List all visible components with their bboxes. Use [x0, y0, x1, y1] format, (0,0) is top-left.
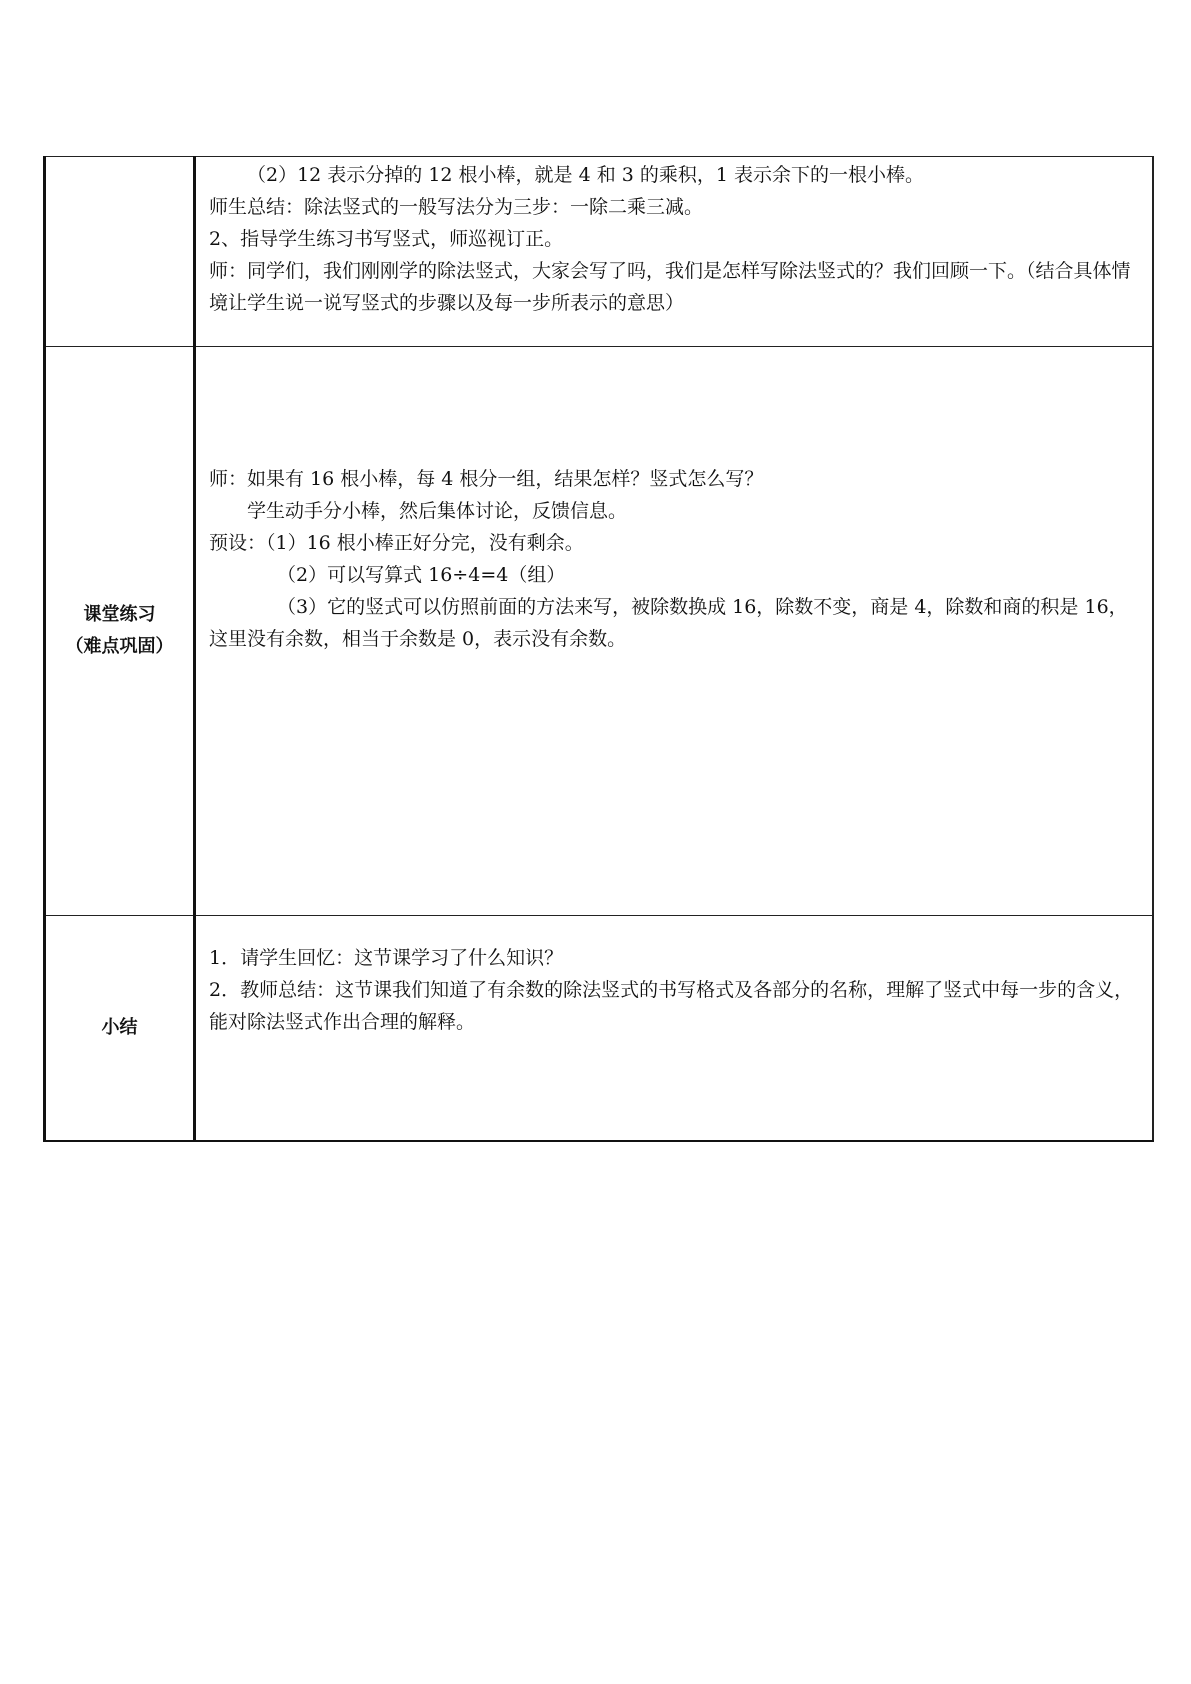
text-line: （2）可以写算式 16÷4=4（组） — [277, 564, 566, 586]
table-row — [45, 916, 1154, 1142]
row-content — [195, 347, 1154, 916]
text-line: （3）它的竖式可以仿照前面的方法来写，被除数换成 16，除数不变，商是 4，除数和商的积是 16，这里没有余数，相当于余数是 0，表示没有余数。 — [209, 596, 1128, 650]
text-line: 师生总结：除法竖式的一般写法分为三步：一除二乘三减。 — [209, 196, 704, 218]
text-line: 预设：（1）16 根小棒正好分完，没有剩余。 — [209, 532, 584, 554]
text-line: 师：同学们，我们刚刚学的除法竖式，大家会写了吗，我们是怎样写除法竖式的？我们回顾一下。（结合具体情境让学生说一说写竖式的步骤以及每一步所表示的意思） — [209, 260, 1131, 314]
table-row — [45, 347, 1154, 916]
row-content — [195, 916, 1154, 1142]
text-line: 学生动手分小棒，然后集体讨论，反馈信息。 — [247, 500, 628, 522]
text-line: 2、指导学生练习书写竖式，师巡视订正。 — [209, 228, 564, 250]
text-line: （2）12 表示分掉的 12 根小棒，就是 4 和 3 的乘积，1 表示余下的一根小棒。 — [247, 164, 925, 186]
row-content — [195, 157, 1154, 347]
text-line: 1．请学生回忆：这节课学习了什么知识？ — [209, 947, 564, 969]
lesson-plan-table — [43, 156, 1154, 1142]
row-label-summary: 小结 — [45, 916, 195, 1142]
row-label-practice — [45, 347, 195, 916]
label-line: （难点巩固） — [65, 636, 174, 657]
text-line: 师：如果有 16 根小棒，每 4 根分一组，结果怎样？竖式怎么写？ — [209, 468, 764, 490]
label-line: 课堂练习 — [83, 604, 156, 625]
row-label-empty — [45, 157, 195, 347]
text-line: 2．教师总结：这节课我们知道了有余数的除法竖式的书写格式及各部分的名称，理解了竖式中每一步的含义，能对除法竖式作出合理的解释。 — [209, 979, 1134, 1033]
table-row — [45, 157, 1154, 347]
